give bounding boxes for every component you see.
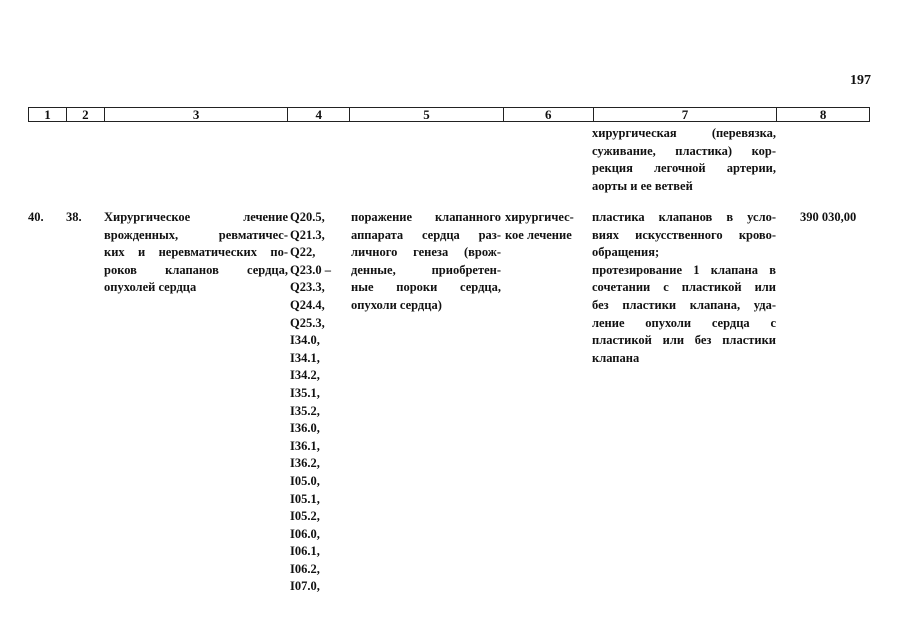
text-line: опухолей сердца	[104, 280, 197, 295]
header-col-8: 8	[819, 107, 827, 122]
code-line: I36.1,	[290, 438, 320, 453]
page-number: 197	[850, 73, 871, 88]
diagnosis-codes	[290, 209, 350, 596]
text-line: ких и неревматических по-	[104, 245, 288, 260]
code-line: I35.1,	[290, 385, 320, 400]
code-line: Q20.5,	[290, 210, 325, 224]
header-col-6: 6	[504, 108, 594, 121]
header-col-3: 3	[105, 108, 289, 121]
text-line: протезирование 1 клапана в	[592, 262, 776, 277]
text-line: ные пороки сердца,	[351, 280, 501, 295]
text-line: кое лечение	[505, 227, 572, 242]
code-line: I05.1,	[290, 491, 320, 506]
header-col-1: 1	[29, 108, 67, 121]
code-line: I06.0,	[290, 526, 320, 541]
text-line: хирургическая (перевязка,	[592, 126, 776, 140]
text-line: пластикой или без пластики	[592, 333, 776, 348]
code-line: I07.0,	[290, 579, 320, 594]
code-line: Q23.0 –	[290, 262, 331, 277]
code-line: I36.0,	[290, 421, 320, 436]
text-line: Хирургическое лечение	[104, 210, 288, 224]
code-line: Q22,	[290, 245, 316, 260]
code-line: I34.1,	[290, 350, 320, 365]
treatment-name	[104, 209, 288, 297]
code-line: I06.1,	[290, 544, 320, 559]
header-col-2: 2	[67, 108, 105, 121]
header-col-4: 4	[288, 108, 350, 121]
treatment-type	[505, 209, 589, 244]
code-line: Q23.3,	[290, 280, 325, 295]
continuation-col7	[592, 125, 776, 195]
text-line: поражение клапанного	[351, 210, 501, 224]
text-line: суживание, пластика) кор-	[592, 143, 776, 158]
code-line: I06.2,	[290, 561, 320, 576]
row-number: 40.	[28, 210, 44, 224]
text-line: денные, приобретен-	[351, 262, 501, 277]
text-line: ление опухоли сердца с	[592, 315, 776, 330]
code-line: Q24.4,	[290, 297, 325, 312]
text-line: хирургичес-	[505, 210, 574, 224]
text-line: аппарата сердца раз-	[351, 227, 501, 242]
code-line: I05.0,	[290, 473, 320, 488]
text-line: без пластики клапана, уда-	[592, 297, 776, 312]
text-line: врожденных, ревматичес-	[104, 227, 288, 242]
text-line: сочетании с пластикой или	[592, 280, 776, 295]
item-number: 38.	[66, 210, 82, 224]
treatment-method	[592, 209, 776, 367]
header-col-7: 7	[594, 108, 778, 121]
code-line: I36.2,	[290, 456, 320, 471]
text-line: опухоли сердца)	[351, 297, 442, 312]
text-line: рекция легочной артерии,	[592, 161, 776, 176]
text-line: виях искусственного крово-	[592, 227, 776, 242]
code-line: Q21.3,	[290, 227, 325, 242]
code-line: Q25.3,	[290, 315, 325, 330]
table-header-row	[28, 107, 870, 122]
text-line: аорты и ее ветвей	[592, 178, 693, 193]
code-line: I35.2,	[290, 403, 320, 418]
text-line: обращения;	[592, 245, 660, 260]
code-line: I05.2,	[290, 509, 320, 524]
text-line: клапана	[592, 350, 640, 365]
patient-model	[351, 209, 501, 315]
header-col-5: 5	[350, 108, 504, 121]
text-line: пластика клапанов в усло-	[592, 210, 776, 224]
cost-value: 390 030,00	[800, 210, 857, 224]
text-line: личного генеза (врож-	[351, 245, 501, 260]
code-line: I34.0,	[290, 333, 320, 348]
text-line: роков клапанов сердца,	[104, 262, 288, 277]
code-line: I34.2,	[290, 368, 320, 383]
